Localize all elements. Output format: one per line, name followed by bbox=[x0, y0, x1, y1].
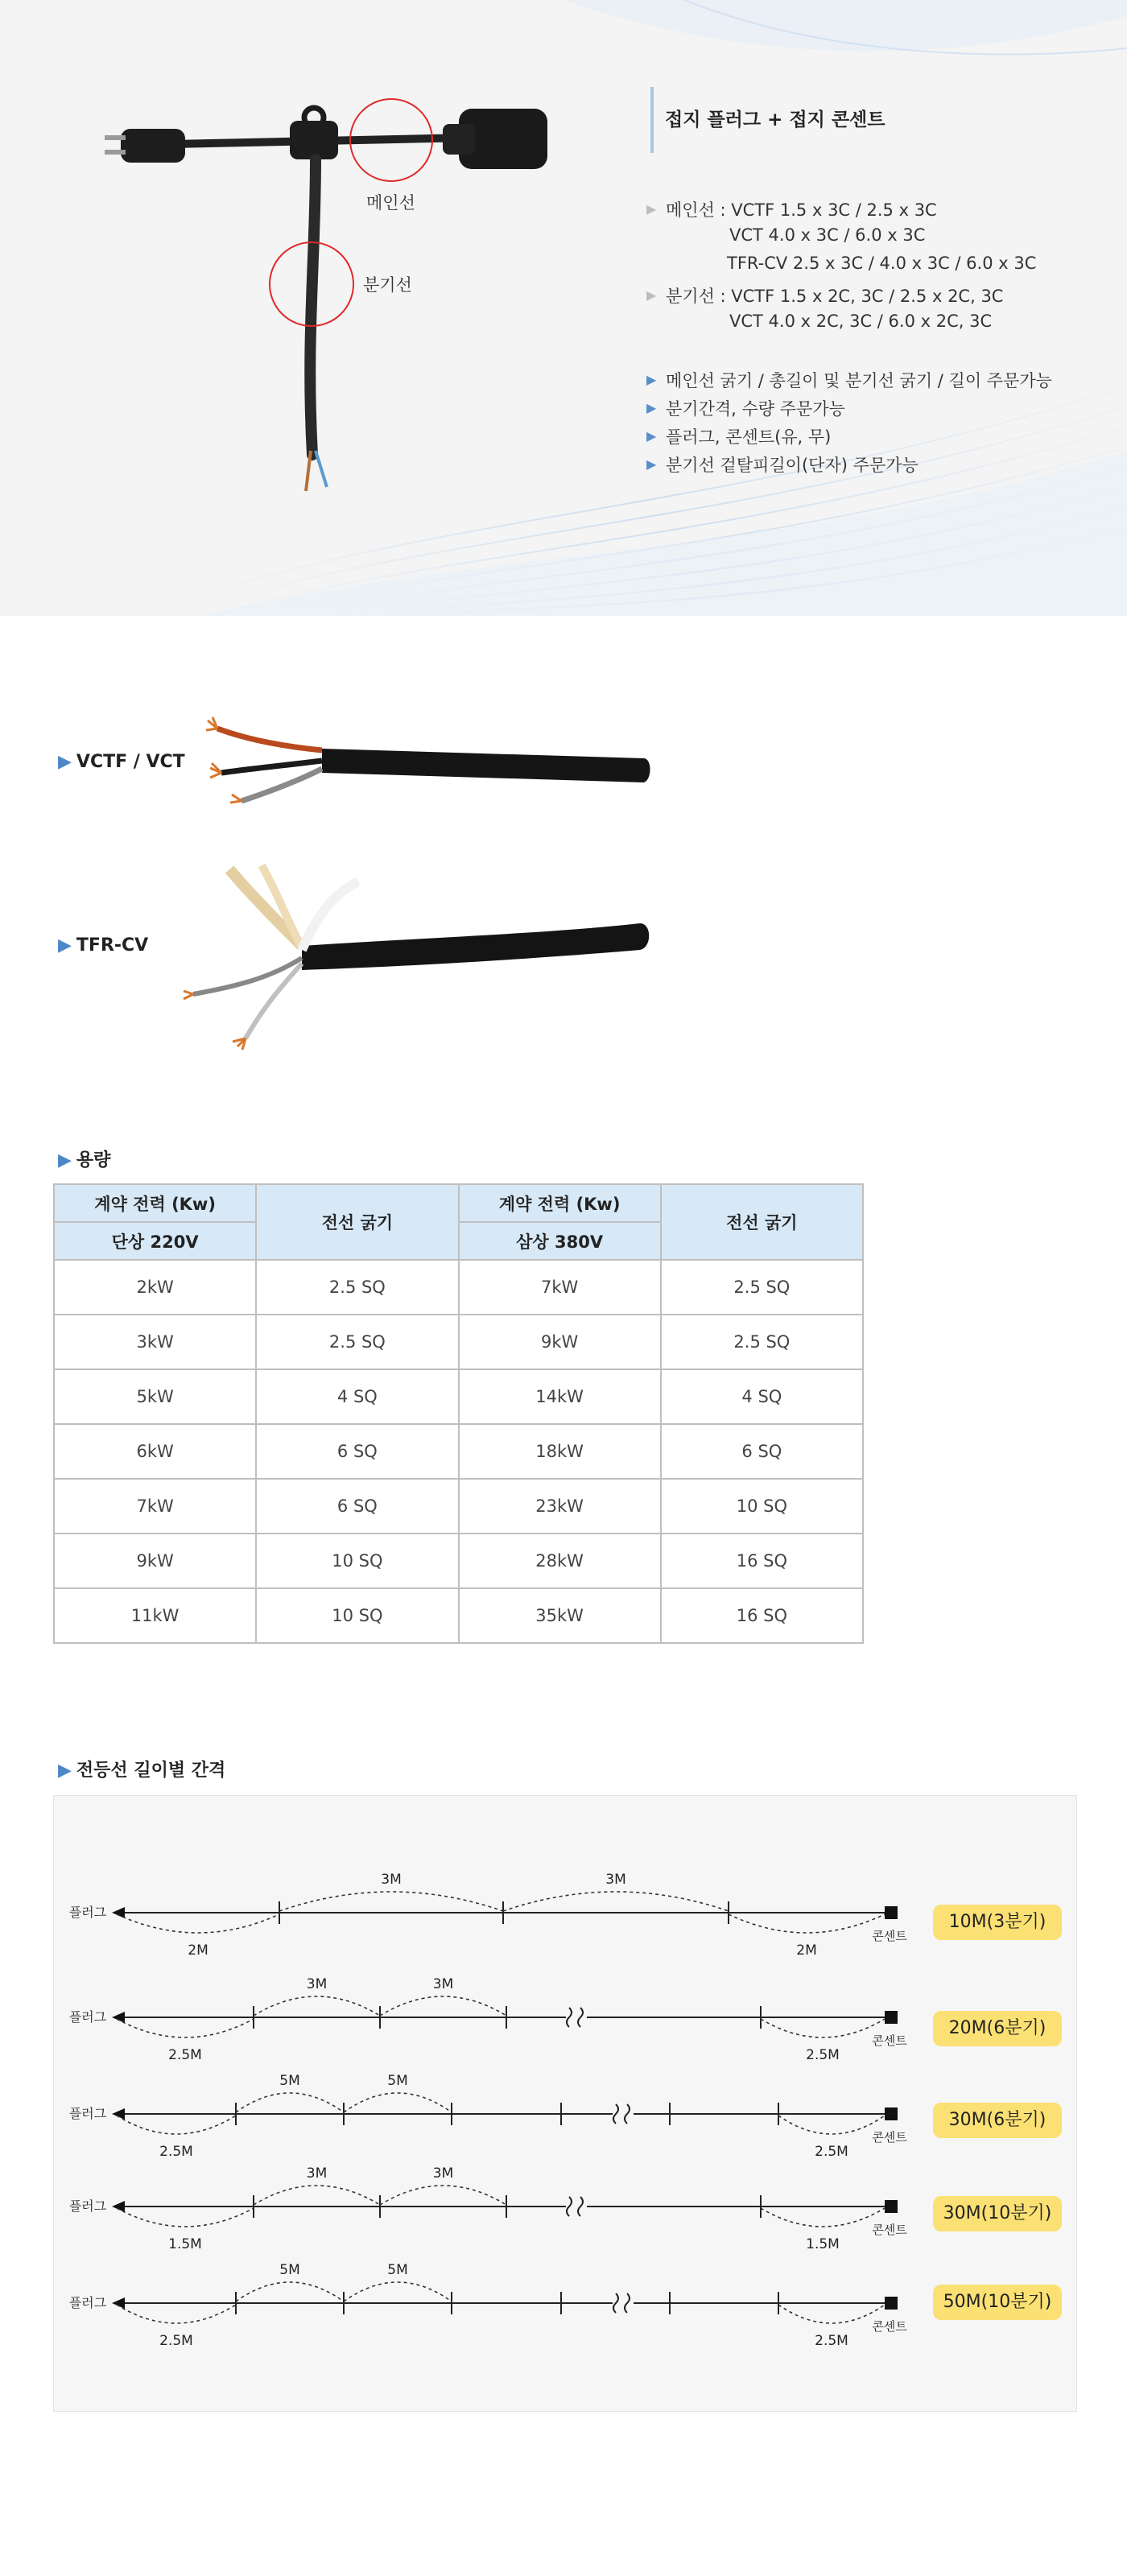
table-cell: 2.5 SQ bbox=[661, 1315, 863, 1369]
table-cell: 23kW bbox=[459, 1479, 661, 1534]
table-row bbox=[54, 1369, 863, 1424]
end-length-right-label: 2.5M bbox=[815, 2144, 848, 2160]
capacity-table-body bbox=[54, 1260, 863, 1643]
table-cell: 9kW bbox=[459, 1315, 661, 1369]
spec-main-line-2: VCT 4.0 x 3C / 6.0 x 3C bbox=[729, 225, 926, 245]
table-cell: 35kW bbox=[459, 1588, 661, 1643]
header-single-phase-power: 계약 전력 (Kw) bbox=[54, 1184, 256, 1222]
header-three-phase-power: 계약 전력 (Kw) bbox=[459, 1184, 661, 1222]
span-length-label: 5M bbox=[279, 2073, 300, 2089]
title-accent-bar bbox=[650, 87, 654, 153]
plug-arrow-icon bbox=[112, 2297, 125, 2309]
section-arrow-icon: ▶ bbox=[58, 1761, 72, 1781]
end-length-right-label: 2.5M bbox=[815, 2333, 848, 2349]
table-cell: 4 SQ bbox=[256, 1369, 458, 1424]
end-arc-left bbox=[117, 1914, 279, 1933]
table-cell: 16 SQ bbox=[661, 1534, 863, 1588]
interval-diagram-canvas bbox=[54, 1796, 1076, 2411]
cable-label-text: TFR-CV bbox=[76, 935, 149, 956]
feature-bullet-icon: ▶ bbox=[646, 400, 657, 415]
cable-label-tfrcv bbox=[58, 935, 148, 956]
capacity-table bbox=[53, 1183, 864, 1644]
end-length-left-label: 2.5M bbox=[168, 2047, 202, 2063]
span-length-label: 3M bbox=[605, 1872, 626, 1888]
header-three-phase-voltage: 삼상 380V bbox=[459, 1222, 661, 1260]
table-cell: 9kW bbox=[54, 1534, 256, 1588]
outlet-label: 콘센트 bbox=[872, 2319, 907, 2334]
outlet-square-icon bbox=[885, 2107, 898, 2120]
feature-item: 플러그, 콘센트(유, 무) bbox=[666, 427, 832, 447]
end-length-left-label: 2.5M bbox=[159, 2333, 193, 2349]
end-length-left-label: 1.5M bbox=[168, 2236, 202, 2252]
span-arc bbox=[503, 1892, 729, 1911]
outlet-square-icon bbox=[885, 2297, 898, 2310]
span-arc bbox=[236, 2093, 344, 2112]
end-arc-right bbox=[761, 2019, 885, 2037]
table-cell: 4 SQ bbox=[661, 1369, 863, 1424]
span-arc bbox=[380, 1996, 506, 2016]
span-arc bbox=[254, 1996, 380, 2016]
table-cell: 6kW bbox=[54, 1424, 256, 1479]
span-arc bbox=[344, 2093, 452, 2112]
plug-label: 플러그 bbox=[68, 2198, 107, 2214]
capacity-title-text: 용량 bbox=[76, 1150, 111, 1170]
table-cell: 2.5 SQ bbox=[256, 1315, 458, 1369]
table-cell: 28kW bbox=[459, 1534, 661, 1588]
table-cell: 10 SQ bbox=[256, 1588, 458, 1643]
table-cell: 10 SQ bbox=[661, 1479, 863, 1534]
table-cell: 18kW bbox=[459, 1424, 661, 1479]
table-row bbox=[54, 1315, 863, 1369]
table-cell: 6 SQ bbox=[256, 1479, 458, 1534]
span-arc bbox=[279, 1892, 503, 1911]
feature-bullet-icon: ▶ bbox=[646, 456, 657, 472]
end-length-left-label: 2M bbox=[188, 1942, 208, 1959]
table-cell: 2.5 SQ bbox=[256, 1260, 458, 1315]
spec-main-line-1: 메인선 : VCTF 1.5 x 3C / 2.5 x 3C bbox=[666, 200, 937, 220]
intervals-title-text: 전등선 길이별 간격 bbox=[76, 1761, 226, 1781]
plug-arrow-icon bbox=[112, 2012, 125, 2023]
table-cell: 3kW bbox=[54, 1315, 256, 1369]
length-badge: 30M(6분기) bbox=[933, 2103, 1062, 2138]
end-arc-right bbox=[729, 1914, 885, 1933]
table-cell: 16 SQ bbox=[661, 1588, 863, 1643]
spec-main-line-3: TFR-CV 2.5 x 3C / 4.0 x 3C / 6.0 x 3C bbox=[727, 254, 1037, 273]
feature-item: 분기간격, 수량 주문가능 bbox=[666, 399, 845, 419]
outlet-label: 콘센트 bbox=[872, 1929, 907, 1943]
span-length-label: 3M bbox=[381, 1872, 402, 1888]
table-row bbox=[54, 1479, 863, 1534]
spec-branch-line-2: VCT 4.0 x 2C, 3C / 6.0 x 2C, 3C bbox=[729, 312, 993, 331]
length-badge: 30M(10분기) bbox=[933, 2196, 1062, 2231]
span-arc bbox=[254, 2186, 380, 2205]
end-arc-right bbox=[761, 2208, 885, 2227]
end-length-right-label: 2M bbox=[796, 1942, 817, 1959]
span-arc bbox=[380, 2186, 506, 2205]
callout-branch-label: 분기선 bbox=[363, 275, 412, 295]
length-badge: 20M(6분기) bbox=[933, 2011, 1062, 2046]
feature-item: 분기선 겉탈피길이(단자) 주문가능 bbox=[666, 456, 919, 475]
interval-diagram-panel bbox=[53, 1795, 1077, 2412]
spec-bullet-icon: ▶ bbox=[646, 201, 657, 217]
feature-bullet-icon: ▶ bbox=[646, 428, 657, 444]
outlet-square-icon bbox=[885, 2011, 898, 2024]
table-cell: 2kW bbox=[54, 1260, 256, 1315]
intervals-section-title bbox=[58, 1757, 225, 1781]
table-cell: 6 SQ bbox=[661, 1424, 863, 1479]
table-row bbox=[54, 1534, 863, 1588]
table-row bbox=[54, 1588, 863, 1643]
hero-section bbox=[0, 0, 1127, 616]
length-badge: 10M(3분기) bbox=[933, 1905, 1062, 1940]
span-length-label: 3M bbox=[432, 1976, 454, 1992]
table-cell: 11kW bbox=[54, 1588, 256, 1643]
spec-branch-line-1: 분기선 : VCTF 1.5 x 2C, 3C / 2.5 x 2C, 3C bbox=[666, 287, 1004, 306]
hero-title: 접지 플러그 + 접지 콘센트 bbox=[665, 109, 886, 130]
outlet-label: 콘센트 bbox=[872, 2130, 907, 2145]
span-length-label: 3M bbox=[306, 1976, 328, 1992]
table-cell: 14kW bbox=[459, 1369, 661, 1424]
capacity-section-title bbox=[58, 1146, 110, 1171]
span-arc bbox=[236, 2282, 344, 2301]
header-wire-size-2: 전선 굵기 bbox=[661, 1184, 863, 1260]
outlet-square-icon bbox=[885, 1906, 898, 1919]
length-badge: 50M(10분기) bbox=[933, 2285, 1062, 2320]
span-length-label: 5M bbox=[279, 2262, 300, 2278]
span-length-label: 5M bbox=[387, 2073, 408, 2089]
plug-label: 플러그 bbox=[68, 2106, 107, 2121]
span-arc bbox=[344, 2282, 452, 2301]
table-cell: 7kW bbox=[459, 1260, 661, 1315]
end-arc-left bbox=[117, 2305, 236, 2323]
end-arc-right bbox=[778, 2305, 885, 2323]
callout-ring-branch bbox=[269, 242, 354, 327]
vctf-cable-image bbox=[201, 708, 660, 805]
end-arc-left bbox=[117, 2208, 254, 2227]
plug-label: 플러그 bbox=[68, 2295, 107, 2310]
span-length-label: 3M bbox=[432, 2165, 454, 2182]
table-cell: 6 SQ bbox=[256, 1424, 458, 1479]
end-arc-left bbox=[117, 2019, 254, 2037]
plug-label: 플러그 bbox=[68, 1905, 107, 1920]
cable-label-vctf bbox=[58, 752, 185, 772]
label-arrow-icon: ▶ bbox=[58, 935, 72, 956]
outlet-label: 콘센트 bbox=[872, 2223, 907, 2237]
outlet-square-icon bbox=[885, 2200, 898, 2213]
section-arrow-icon: ▶ bbox=[58, 1150, 72, 1170]
callout-main-label: 메인선 bbox=[366, 193, 415, 213]
header-wire-size-1: 전선 굵기 bbox=[256, 1184, 458, 1260]
end-arc-right bbox=[778, 2116, 885, 2134]
table-cell: 5kW bbox=[54, 1369, 256, 1424]
header-single-phase-voltage: 단상 220V bbox=[54, 1222, 256, 1260]
outlet-label: 콘센트 bbox=[872, 2033, 907, 2048]
tfrcv-cable-image bbox=[181, 857, 664, 1059]
table-cell: 7kW bbox=[54, 1479, 256, 1534]
end-arc-left bbox=[117, 2116, 236, 2134]
end-length-left-label: 2.5M bbox=[159, 2144, 193, 2160]
label-arrow-icon: ▶ bbox=[58, 752, 72, 772]
table-row bbox=[54, 1260, 863, 1315]
end-length-right-label: 1.5M bbox=[806, 2236, 840, 2252]
span-length-label: 3M bbox=[306, 2165, 328, 2182]
plug-label: 플러그 bbox=[68, 2009, 107, 2025]
table-cell: 10 SQ bbox=[256, 1534, 458, 1588]
plug-arrow-icon bbox=[112, 2201, 125, 2212]
callout-ring-main bbox=[349, 98, 433, 182]
span-length-label: 5M bbox=[387, 2262, 408, 2278]
spec-bullet-icon: ▶ bbox=[646, 287, 657, 303]
end-length-right-label: 2.5M bbox=[806, 2047, 840, 2063]
cable-label-text: VCTF / VCT bbox=[76, 752, 185, 772]
table-row bbox=[54, 1424, 863, 1479]
plug-arrow-icon bbox=[112, 2108, 125, 2120]
feature-item: 메인선 굵기 / 총길이 및 분기선 굵기 / 길이 주문가능 bbox=[666, 371, 1052, 390]
feature-bullet-icon: ▶ bbox=[646, 372, 657, 387]
table-cell: 2.5 SQ bbox=[661, 1260, 863, 1315]
